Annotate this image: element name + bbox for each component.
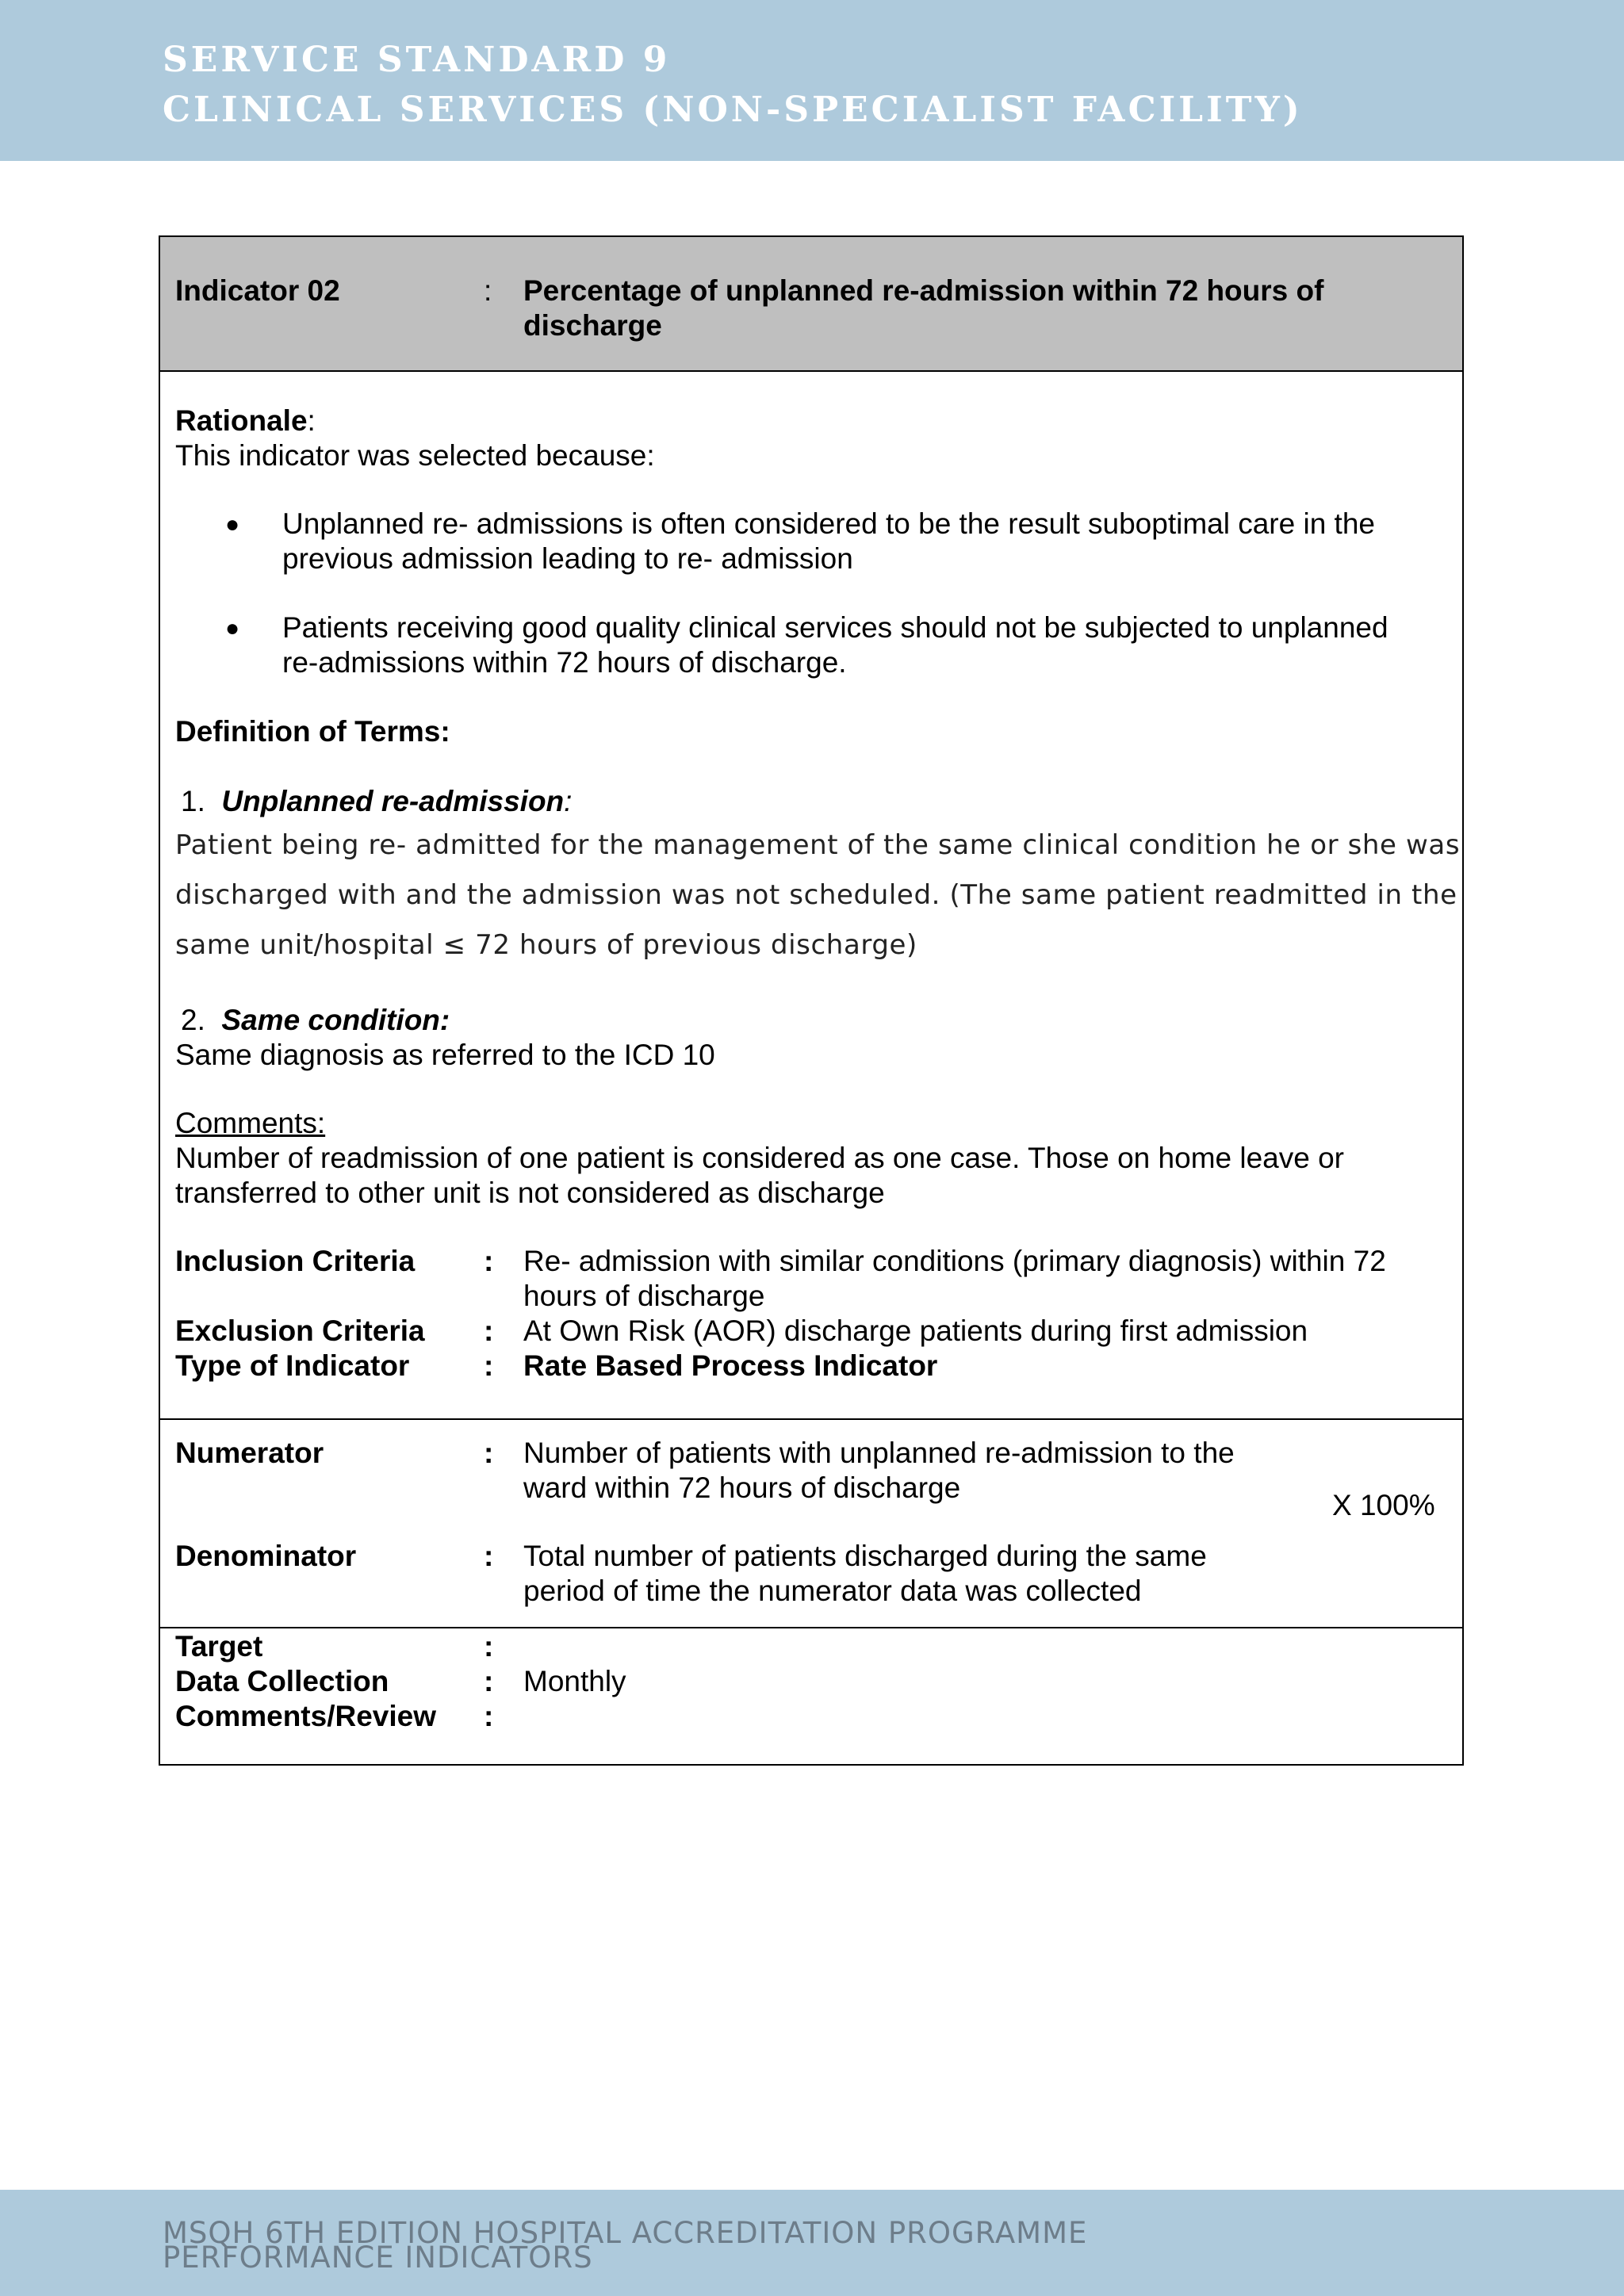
exclusion-value: At Own Risk (AOR) discharge patients during first admission (523, 1314, 1308, 1347)
footer-programme: MSQH 6TH EDITION HOSPITAL ACCREDITATION PROGRAMME (163, 2216, 1088, 2250)
inclusion-value: Re- admission with similar conditions (primary diagnosis) within 72 hours of discharge (523, 1245, 1386, 1312)
target-colon: : (484, 1630, 494, 1663)
numerator-line-1: Number of patients with unplanned re-admission to the (523, 1437, 1235, 1469)
numerator-line-2: ward within 72 hours of discharge (523, 1471, 961, 1504)
type-label: Type of Indicator (175, 1349, 410, 1382)
definition-1-term: 1. Unplanned re-admission: (181, 785, 573, 817)
rationale-bullet-2: Patients receiving good quality clinical services should not be subjected to unplanned re-admissions within 72 hours of discharge. (282, 611, 1388, 679)
exclusion-colon: : (484, 1314, 494, 1347)
multiplier: X 100% (1332, 1489, 1435, 1521)
definition-2-term: 2. Same condition: (181, 1004, 450, 1036)
data-collection-value: Monthly (523, 1665, 626, 1697)
bullet-icon: ● (225, 615, 240, 641)
indicator-table (159, 235, 1464, 1766)
target-label: Target (175, 1630, 263, 1663)
rationale-bullet-1: Unplanned re- admissions is often considered to be the result suboptimal care in the previous admission leading to re- admission (282, 507, 1375, 575)
exclusion-label: Exclusion Criteria (175, 1314, 425, 1347)
page-header (0, 0, 1624, 161)
denominator-value: Total number of patients discharged during the same period of time the numerator data was collected (523, 1540, 1207, 1607)
comments-heading: Comments: (175, 1107, 326, 1139)
numerator-label: Numerator (175, 1437, 324, 1469)
type-colon: : (484, 1349, 494, 1382)
numerator-colon: : (484, 1437, 494, 1469)
type-value: Rate Based Process Indicator (523, 1349, 938, 1382)
definitions-heading: Definition of Terms: (175, 715, 450, 748)
comments-line-2: transferred to other unit is not considered as discharge (175, 1177, 885, 1209)
bullet-icon: ● (225, 511, 240, 538)
comments-line-1: Number of readmission of one patient is considered as one case. Those on home leave or (175, 1142, 1345, 1174)
indicator-title: Percentage of unplanned re-admission within 72 hours of discharge (523, 274, 1324, 342)
divider (160, 1627, 1462, 1628)
header-section-title: CLINICAL SERVICES (NON-SPECIALIST FACILITY) (163, 90, 1303, 130)
inclusion-label: Inclusion Criteria (175, 1245, 416, 1277)
inclusion-colon: : (484, 1245, 494, 1277)
review-colon: : (484, 1700, 494, 1732)
denominator-label: Denominator (175, 1540, 357, 1572)
rationale-intro: This indicator was selected because: (175, 439, 655, 472)
rationale-heading: Rationale: (175, 404, 316, 437)
header-standard: SERVICE STANDARD 9 (163, 40, 671, 80)
review-label: Comments/Review (175, 1700, 436, 1732)
data-collection-label: Data Collection (175, 1665, 389, 1697)
indicator-colon: : (484, 274, 492, 307)
page-footer (0, 2190, 1624, 2296)
divider (160, 1418, 1462, 1420)
definition-1-text: Patient being re- admitted for the management of the same clinical condition he or she was discharged with and the admission was not scheduled. (The same patient readmitted in the same unit/hospital ≤ 72 hours of previous discharge) (175, 829, 1461, 961)
indicator-header-row (160, 237, 1462, 372)
indicator-label: Indicator 02 (175, 274, 340, 307)
data-collection-colon: : (484, 1665, 494, 1697)
footer-subtitle: PERFORMANCE INDICATORS (163, 2241, 593, 2275)
definition-2-text: Same diagnosis as referred to the ICD 10 (175, 1039, 715, 1071)
denominator-colon: : (484, 1540, 494, 1572)
